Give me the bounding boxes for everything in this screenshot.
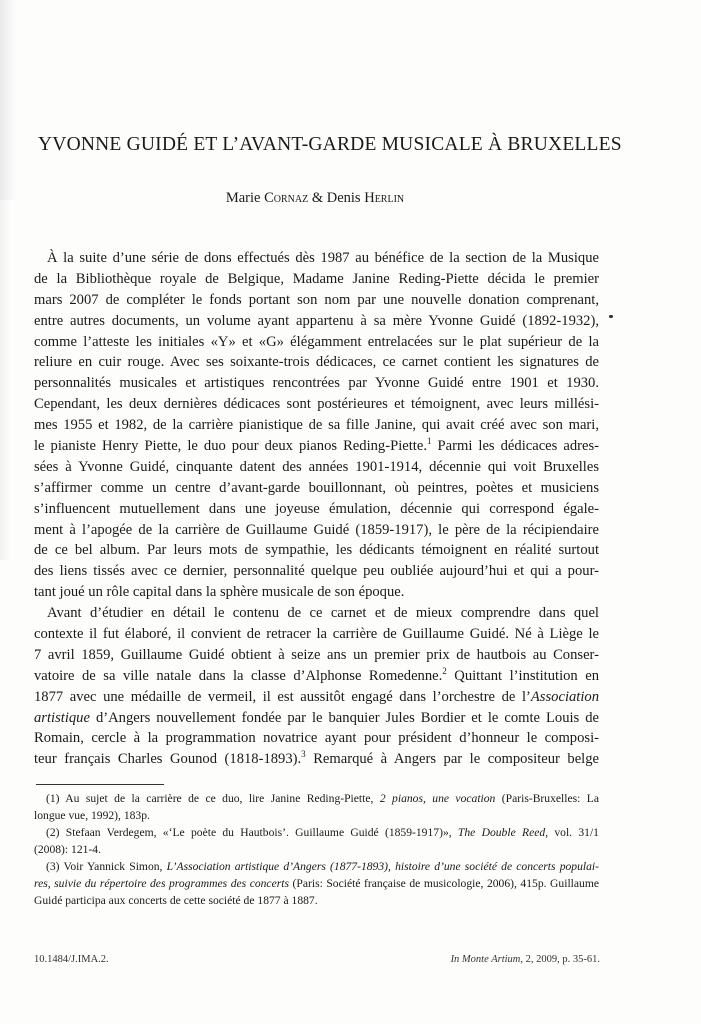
note-segment: , vol. 31/1 [545,826,599,839]
body-line: sées à Yvonne Guidé, cinquante datent des années 1901-1914, décennie qui voit Bruxelles [34,458,599,475]
body-segment: 1877 avec une médaille de vermeil, il est aussitôt engagé dans l’orchestre de l’ [34,688,531,705]
article-title: YVONNE GUIDÉ ET L’AVANT-GARDE MUSICALE À BRUXELLES [38,134,622,155]
body-line: ment à l’apogée de la carrière de Guillaume Guidé (1859-1917), le père de la récipiendaire [34,521,599,538]
body-line: personnalités musicales et artistiques rencontrées par Yvonne Guidé entre 1901 et 1930. [34,375,599,392]
body-line: Cependant, les deux dernières dédicaces sont postérieures et témoignent, avec leurs millési- [34,396,599,413]
body-line: Avant d’étudier en détail le contenu de ce carnet et de mieux comprendre dans quel [47,605,599,622]
margin-mark [609,315,613,318]
body-line: entre autres documents, un volume ayant appartenu à sa mère Yvonne Guidé (1892-1932), [34,312,599,329]
footnote-ref-2[interactable]: 2 [442,665,447,676]
body-line: mes 1955 et 1982, de la carrière pianistique de sa fille Janine, qui avait créé avec son mari, [34,417,599,434]
body-segment: d’Angers nouvellement fondée par le banquier Jules Bordier et le comte Louis de [95,709,600,726]
note-segment: (Paris: Société française de musicologie, 2006), 415p. Guillaume [292,877,599,890]
author-joiner: & [311,190,324,206]
body-line: de ce bel album. Par leurs mots de sympathie, les dédicants témoignent en réalité surtout [34,542,599,559]
body-line [34,749,599,770]
note-segment: (2) Stefaan Verdegem, «‘Le poète du Hautbois’. Guillaume Guidé (1859-1917)», [46,826,452,839]
body-line: contexte il fut élaboré, il convient de retracer la carrière de Guillaume Guidé. Né à Liège le [34,626,599,643]
scan-gutter-shadow-lower [0,200,10,560]
body-line [34,666,599,687]
body-segment: vatoire de sa ville natale dans la classe d’Alphonse Romedenne. [34,667,443,684]
footnotes [34,790,599,909]
footnote-3-line [34,858,599,875]
doi-footer: 10.1484/J.IMA.2. [34,954,109,965]
note-segment: (Paris-Bruxelles: La [501,792,599,805]
note-segment: (3) Voir Yannick Simon, [46,860,163,873]
journal-citation: , 2, 2009, p. 35-61. [520,954,600,965]
note-italic-segment: res, suivie du répertoire des programmes des concerts [34,877,289,890]
scan-gutter-shadow [0,0,16,200]
article-authors [0,190,630,207]
body-line [34,436,599,457]
body-line: des liens tissés avec ce dernier, personnalité quelque peu oubliée aujourd’hui et qui a pour- [34,563,599,580]
note-italic-segment: 2 pianos, une vocation [379,792,496,805]
footnote-ref-3[interactable]: 3 [301,749,306,760]
paragraph-1 [34,248,599,603]
footnote-separator [36,784,164,785]
body-line: s’influencent mutuellement dans une joyeuse émulation, décennie qui correspond égale- [34,500,599,517]
body-segment: Parmi les dédicaces adres- [437,438,600,455]
author-1-family-name: Cornaz [264,190,309,206]
body-segment: Remarqué à Angers par le compositeur belge [313,751,599,768]
body-line: s’affirmer comme un centre d’avant-garde bouillonnant, où peintres, poètes et musiciens [34,479,599,496]
body-line: 7 avril 1859, Guillaume Guidé obtient à seize ans un premier prix de hautbois au Conser- [34,646,599,663]
body-line [34,708,599,729]
body-italic-segment: Association [530,688,599,705]
footnote-2-line: (2008): 121-4. [34,843,101,856]
citation-footer [440,954,600,965]
author-1-given-name: Marie [225,190,261,206]
article-body [34,248,599,770]
note-segment: (1) Au sujet de la carrière de ce duo, lire Janine Reding-Piette, [46,792,374,805]
body-line: reliure en cuir rouge. Avec ses soixante-trois dédicaces, ce carnet contient les signatures de [34,354,599,371]
footnote-1-line [34,790,599,807]
footnote-3-line [34,875,599,892]
body-line: comme l’atteste les initiales «Y» et «G» élégamment entrelacées sur le plat supérieur de la [34,333,599,350]
body-segment: le pianiste Henry Piette, le duo pour deux pianos Reding-Piette. [34,438,427,455]
author-2-given-name: Denis [326,190,361,206]
body-segment: Quittant l’institution en [454,667,599,684]
body-italic-segment: artistique [34,709,90,726]
note-italic-segment: The Double Reed [457,826,546,839]
paragraph-2 [34,603,599,770]
body-line: tant joué un rôle capital dans la sphère musicale de son époque. [34,584,405,601]
author-2-family-name: Herlin [364,190,405,206]
body-line: À la suite d’une série de dons effectués dès 1987 au bénéfice de la section de la Musique [47,250,599,266]
footnote-ref-1[interactable]: 1 [426,436,432,447]
body-line [34,687,599,708]
body-line: Romain, cercle à la programmation novatrice ayant pour président d’honneur le composi- [34,730,599,747]
note-italic-segment: L’Association artistique d’Angers (1877-1893), histoire d’une société de concerts populai- [166,860,599,873]
footnote-3-line: Guidé participa aux concerts de cette société de 1877 à 1887. [34,894,318,907]
body-line: mars 2007 de compléter le fonds portant son nom par une nouvelle donation comprenant, [34,291,599,308]
footnote-1-line: longue vue, 1992), 183p. [34,809,150,822]
journal-name: In Monte Artium [450,954,521,965]
footnote-2-line [34,824,599,841]
body-segment: teur français Charles Gounod (1818-1893). [34,751,302,768]
body-line: de la Bibliothèque royale de Belgique, Madame Janine Reding-Piette décida le premier [34,270,599,287]
